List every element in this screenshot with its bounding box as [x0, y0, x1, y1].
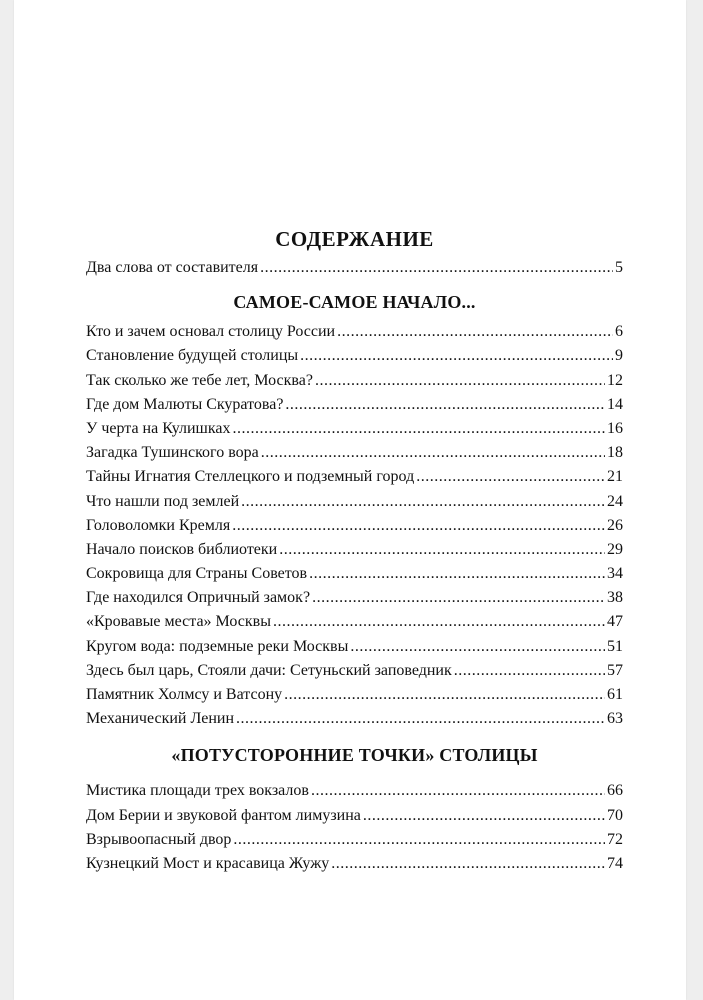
- entry-label: У черта на Кулишках: [86, 419, 231, 437]
- dot-leader: [315, 369, 605, 393]
- dot-leader: [312, 586, 605, 610]
- dot-leader: [232, 514, 605, 538]
- dot-leader: [236, 707, 605, 731]
- toc-entry: [86, 344, 623, 368]
- toc-entry: [86, 635, 623, 659]
- entry-page-number: 70: [607, 806, 623, 824]
- entry-page-number: 18: [607, 444, 623, 462]
- entry-page-number: 26: [607, 516, 623, 534]
- entry-page-number: 57: [607, 661, 623, 679]
- entry-page-number: 72: [607, 830, 623, 848]
- entry-label: Взрывоопасный двор: [86, 830, 232, 848]
- dot-leader: [279, 538, 605, 562]
- entry-page-number: 51: [607, 637, 623, 655]
- table-of-contents: [86, 222, 623, 876]
- dot-leader: [454, 659, 605, 683]
- entry-label: Головоломки Кремля: [86, 516, 231, 534]
- entry-page-number: 16: [607, 419, 623, 437]
- section-title: «ПОТУСТОРОННИЕ ТОЧКИ» СТОЛИЦЫ: [171, 745, 538, 766]
- entry-page-number: 9: [615, 347, 623, 365]
- entry-label: Кругом вода: подземные реки Москвы: [86, 637, 349, 655]
- entry-label: «Кровавые места» Москвы: [86, 613, 271, 631]
- entry-page-number: 47: [607, 613, 623, 631]
- toc-entry: [86, 256, 623, 280]
- dot-leader: [300, 344, 613, 368]
- dot-leader: [309, 562, 605, 586]
- toc-entry: [86, 393, 623, 417]
- dot-leader: [233, 828, 605, 852]
- dot-leader: [363, 804, 605, 828]
- toc-entry: [86, 659, 623, 683]
- toc-entry: [86, 804, 623, 828]
- toc-entry: [86, 828, 623, 852]
- entry-label: Тайны Игнатия Стеллецкого и подземный город: [86, 468, 415, 486]
- entry-label: Кузнецкий Мост и красавица Жужу: [86, 854, 330, 872]
- toc-entry: [86, 683, 623, 707]
- entry-label: Механический Ленин: [86, 710, 234, 728]
- entry-label: Сокровища для Страны Советов: [86, 565, 308, 583]
- entry-page-number: 14: [607, 395, 623, 413]
- dot-leader: [311, 779, 605, 803]
- dot-leader: [232, 417, 605, 441]
- toc-entry: [86, 441, 623, 465]
- entry-page-number: 29: [607, 540, 623, 558]
- entry-label: Дом Берии и звуковой фантом лимузина: [86, 806, 361, 824]
- dot-leader: [337, 320, 613, 344]
- entry-page-number: 34: [607, 565, 623, 583]
- toc-entry: [86, 490, 623, 514]
- toc-entry: [86, 562, 623, 586]
- toc-entry: [86, 417, 623, 441]
- entry-page-number: 61: [607, 686, 623, 703]
- toc-entry: [86, 707, 623, 731]
- entry-label: Где находился Опричный замок?: [86, 589, 311, 607]
- entry-label: Где дом Малюты Скуратова?: [86, 395, 284, 413]
- toc-entry: [86, 852, 623, 876]
- entry-page-number: 21: [607, 468, 623, 486]
- toc-entry: [86, 369, 623, 393]
- entry-page-number: 63: [607, 710, 623, 728]
- document-page: [14, 0, 686, 1000]
- entry-label: Два слова от составителя: [86, 259, 259, 276]
- dot-leader: [261, 441, 605, 465]
- toc-entry: [86, 779, 623, 803]
- entry-page-number: 6: [615, 323, 623, 341]
- toc-entry: [86, 320, 623, 344]
- dot-leader: [350, 635, 605, 659]
- section-entries: [86, 779, 623, 876]
- entry-page-number: 66: [607, 782, 623, 800]
- dot-leader: [273, 610, 605, 634]
- entry-label: Начало поисков библиотеки: [86, 540, 278, 558]
- toc-entry: [86, 514, 623, 538]
- entry-label: Становление будущей столицы: [86, 347, 299, 365]
- dot-leader: [260, 256, 613, 280]
- entry-label: Мистика площади трех вокзалов: [86, 782, 309, 800]
- dot-leader: [416, 465, 605, 489]
- entry-page-number: 38: [607, 589, 623, 607]
- toc-entry: [86, 465, 623, 489]
- entry-page-number: 74: [607, 854, 623, 872]
- entry-page-number: 12: [607, 371, 623, 389]
- dot-leader: [285, 393, 605, 417]
- entry-label: Что нашли под землей: [86, 492, 240, 510]
- entry-label: Так сколько же тебе лет, Москва?: [86, 371, 313, 389]
- entry-label: Памятник Холмсу и Ватсону: [86, 686, 283, 703]
- dot-leader: [241, 490, 605, 514]
- section-title: САМОЕ-САМОЕ НАЧАЛО...: [233, 292, 476, 313]
- dot-leader: [284, 683, 605, 707]
- entry-page-number: 24: [607, 492, 623, 510]
- entry-label: Кто и зачем основал столицу России: [86, 323, 336, 341]
- entry-page-number: 5: [615, 259, 623, 276]
- entry-label: Здесь был царь, Стояли дачи: Сетуньский заповедник: [86, 661, 452, 679]
- section-entries: [86, 320, 623, 731]
- entry-label: Загадка Тушинского вора: [86, 444, 259, 462]
- page-title: СОДЕРЖАНИЕ: [275, 227, 434, 251]
- dot-leader: [331, 852, 605, 876]
- toc-entry: [86, 538, 623, 562]
- toc-entry: [86, 610, 623, 634]
- toc-entry: [86, 586, 623, 610]
